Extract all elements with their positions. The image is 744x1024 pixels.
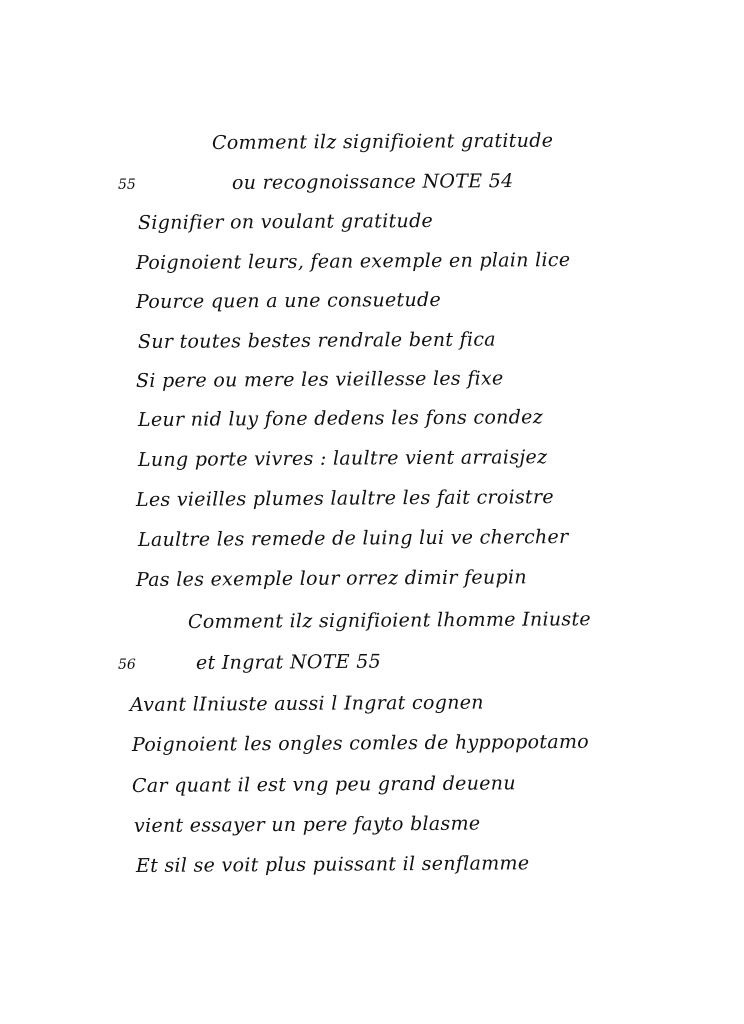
heading-line-4: et Ingrat NOTE 55 [195,650,382,674]
margin-number-56: 56 [118,657,136,673]
verse-line-6: Leur nid luy fone dedens les fons condez [137,406,544,431]
verse-line-14: vient essayer un pere fayto blasme [133,812,481,837]
verse-line-5: Si pere ou mere les vieillesse les fixe [135,367,504,392]
verse-line-10: Pas les exemple lour orrez dimir feupin [135,566,527,591]
verse-line-3: Pource quen a une consuetude [135,288,442,313]
verse-line-7: Lung porte vivres : laultre vient arraisjez [137,446,548,471]
verse-line-13: Car quant il est vng peu grand deuenu [131,772,516,797]
verse-line-8: Les vieilles plumes laultre les fait croistre [135,486,554,511]
heading-line-2: ou recognoissance NOTE 54 [231,170,514,194]
verse-line-2: Poignoient leurs, fean exemple en plain lice [135,248,571,274]
heading-line-3: Comment ilz signifioient lhomme Iniuste [187,608,591,633]
verse-line-4: Sur toutes bestes rendrale bent fica [137,328,496,353]
verse-line-15: Et sil se voit plus puissant il senflamme [135,852,530,877]
heading-line-1: Comment ilz signifioient gratitude [211,129,554,154]
verse-line-12: Poignoient les ongles comles de hyppopotamo [131,730,590,756]
margin-number-55: 55 [118,177,136,193]
verse-line-1: Signifier on voulant gratitude [137,209,434,234]
verse-line-11: Avant lIniuste aussi l Ingrat cognen [129,691,484,716]
verse-line-9: Laultre les remede de luing lui ve chercher [137,525,569,551]
